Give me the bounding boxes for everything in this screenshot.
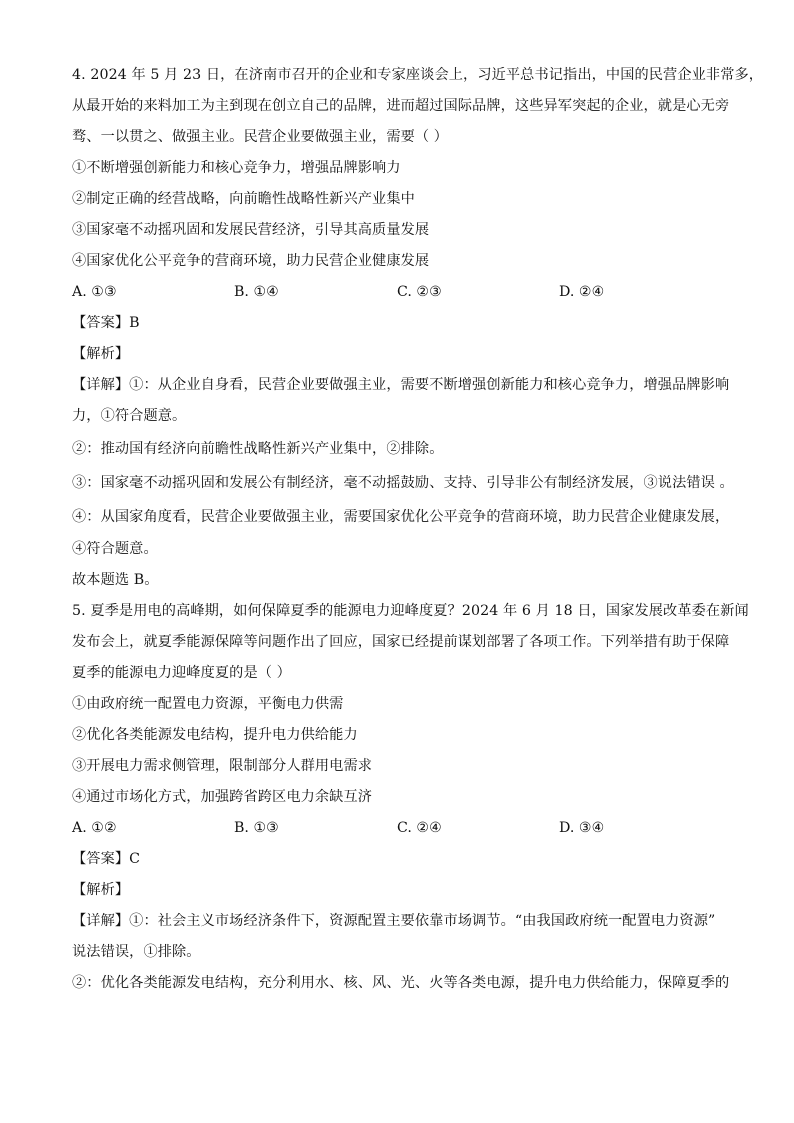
q4-explanation-line-6: ④符合题意。 [72,541,158,557]
q4-option-d: D. ②④ [559,284,605,300]
q4-statement-2: ②制定正确的经营战略，向前瞻性战略性新兴产业集中 [72,191,415,207]
q5-answer: 【答案】C [72,851,141,867]
q4-answer: 【答案】B [72,315,140,331]
q4-stem-line-1: 4. 2024 年 5 月 23 日，在济南市召开的企业和专家座谈会上，习近平总书记指出，中国的民营企业非常多， [72,67,764,83]
q5-options [72,813,732,844]
q4-statement-4: ④国家优化公平竞争的营商环境，助力民营企业健康发展 [72,253,430,269]
q4-stem-line-2: 从最开始的来料加工为主到现在创立自己的品牌，进而超过国际品牌，这些异军突起的企业，就是心无旁 [72,98,730,114]
q5-option-b: B. ①③ [234,820,279,836]
q4-analysis-label: 【解析】 [72,346,130,362]
question-4 [72,60,764,596]
q4-statement-3: ③国家毫不动摇巩固和发展民营经济，引导其高质量发展 [72,222,430,238]
q4-options [72,277,732,308]
q5-option-c: C. ②④ [397,820,442,836]
q5-stem-line-1: 5. 夏季是用电的高峰期，如何保障夏季的能源电力迎峰度夏？2024 年 6 月 18 日，国家发展改革委在新闻 [72,603,749,619]
q4-explanation-line-3: ②：推动国有经济向前瞻性战略性新兴产业集中，②排除。 [72,441,444,457]
q4-explanation-line-5: ④：从国家角度看，民营企业要做强主业，需要国家优化公平竞争的营商环境，助力民营企业健康发展， [72,509,730,525]
q5-option-a: A. ①② [72,820,117,836]
q5-statement-1: ①由政府统一配置电力资源，平衡电力供需 [72,696,344,712]
q5-option-d: D. ③④ [559,820,605,836]
q4-option-c: C. ②③ [397,284,442,300]
q5-stem-line-2: 发布会上，就夏季能源保障等问题作出了回应，国家已经提前谋划部署了各项工作。下列举措有助于保障 [72,634,730,650]
q4-option-b: B. ①④ [234,284,279,300]
q5-analysis-label: 【解析】 [72,882,130,898]
q5-stem-line-3: 夏季的能源电力迎峰度夏的是（ ） [72,665,291,681]
question-5 [72,596,749,999]
q4-statement-1: ①不断增强创新能力和核心竞争力，增强品牌影响力 [72,160,401,176]
q5-statement-4: ④通过市场化方式，加强跨省跨区电力余缺互济 [72,789,373,805]
q4-conclusion: 故本题选 B。 [72,572,159,588]
q4-explanation-line-2: 力，①符合题意。 [72,408,187,424]
document-page [72,60,764,999]
q4-explanation-line-4: ③：国家毫不动摇巩固和发展公有制经济，毫不动摇鼓励、支持、引导非公有制经济发展，③说法错误 。 [72,475,734,491]
q4-option-a: A. ①③ [72,284,117,300]
q5-statement-2: ②优化各类能源发电结构，提升电力供给能力 [72,727,358,743]
q5-explanation-line-3: ②：优化各类能源发电结构，充分利用水、核、风、光、火等各类电源，提升电力供给能力，保障夏季的 [72,975,730,991]
q4-stem-line-3: 骛、一以贯之、做强主业。民营企业要做强主业，需要（ ） [72,129,449,145]
q5-statement-3: ③开展电力需求侧管理，限制部分人群用电需求 [72,758,373,774]
q5-explanation-line-1: 【详解】①：社会主义市场经济条件下，资源配置主要依靠市场调节。“由我国政府统一配置电力资源” [72,913,716,929]
q5-explanation-line-2: 说法错误，①排除。 [72,944,201,960]
q4-explanation-line-1: 【详解】①：从企业自身看，民营企业要做强主业，需要不断增强创新能力和核心竞争力，增强品牌影响 [72,377,730,393]
